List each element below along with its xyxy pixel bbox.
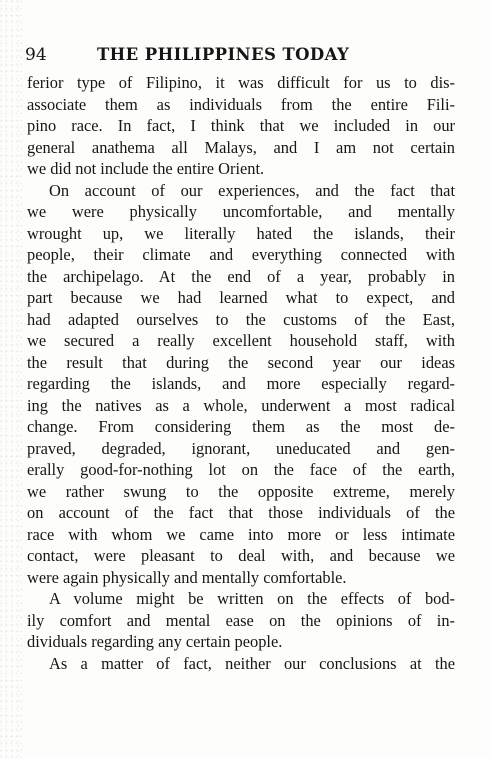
text-line: we did not include the entire Orient. (27, 159, 265, 178)
running-title: THE PHILIPPINES TODAY (97, 45, 350, 64)
text-line: A volume might be written on the effects of bod- (49, 589, 455, 608)
text-line: we secured a really excellent household staff, with (27, 331, 455, 350)
text-line: people, their climate and everything connected with (27, 245, 455, 264)
text-line: regarding the islands, and more especially regard- (27, 374, 455, 393)
text-line: On account of our experiences, and the fact that (49, 180, 455, 200)
paragraph (27, 588, 455, 653)
text-line: general anathema all Malays, and I am not certain (27, 137, 455, 157)
body-text (27, 72, 455, 674)
text-line: ferior type of Filipino, it was difficult for us to dis- (27, 73, 455, 92)
text-line: race with whom we came into more or less intimate (27, 524, 455, 544)
text-line: change. From considering them as the most de- (27, 417, 455, 436)
text-line: As a matter of fact, neither our conclusions at the (49, 653, 455, 673)
text-line: we rather swung to the opposite extreme, merely (27, 481, 455, 501)
text-line: praved, degraded, ignorant, uneducated and gen- (27, 438, 455, 458)
page-number: 94 (25, 45, 47, 65)
paragraph (27, 180, 455, 589)
text-line: on account of the fact that those individuals of the (27, 503, 455, 522)
text-line: associate them as individuals from the entire Fili- (27, 94, 455, 114)
text-line: contact, were pleasant to deal with, and because we (27, 546, 455, 565)
text-line: the result that during the second year our ideas (27, 352, 455, 372)
text-line: we were physically uncomfortable, and mentally (27, 202, 455, 221)
text-line: ing the natives as a whole, underwent a most radical (27, 395, 455, 415)
text-line: pino race. In fact, I think that we included in our (27, 116, 455, 135)
page-header (25, 43, 455, 67)
text-line: the archipelago. At the end of a year, probably in (27, 266, 455, 286)
text-line: dividuals regarding any certain people. (27, 632, 283, 651)
text-line: wrought up, we literally hated the islands, their (27, 223, 455, 243)
paragraph (27, 72, 455, 180)
text-line: ily comfort and mental ease on the opinions of in- (27, 610, 455, 630)
text-line: part because we had learned what to expect, and (27, 288, 455, 307)
text-line: were again physically and mentally comfortable. (27, 567, 347, 587)
text-line: erally good-for-nothing lot on the face of the earth, (27, 460, 455, 479)
paragraph (27, 653, 455, 675)
text-line: had adapted ourselves to the customs of the East, (27, 309, 455, 329)
